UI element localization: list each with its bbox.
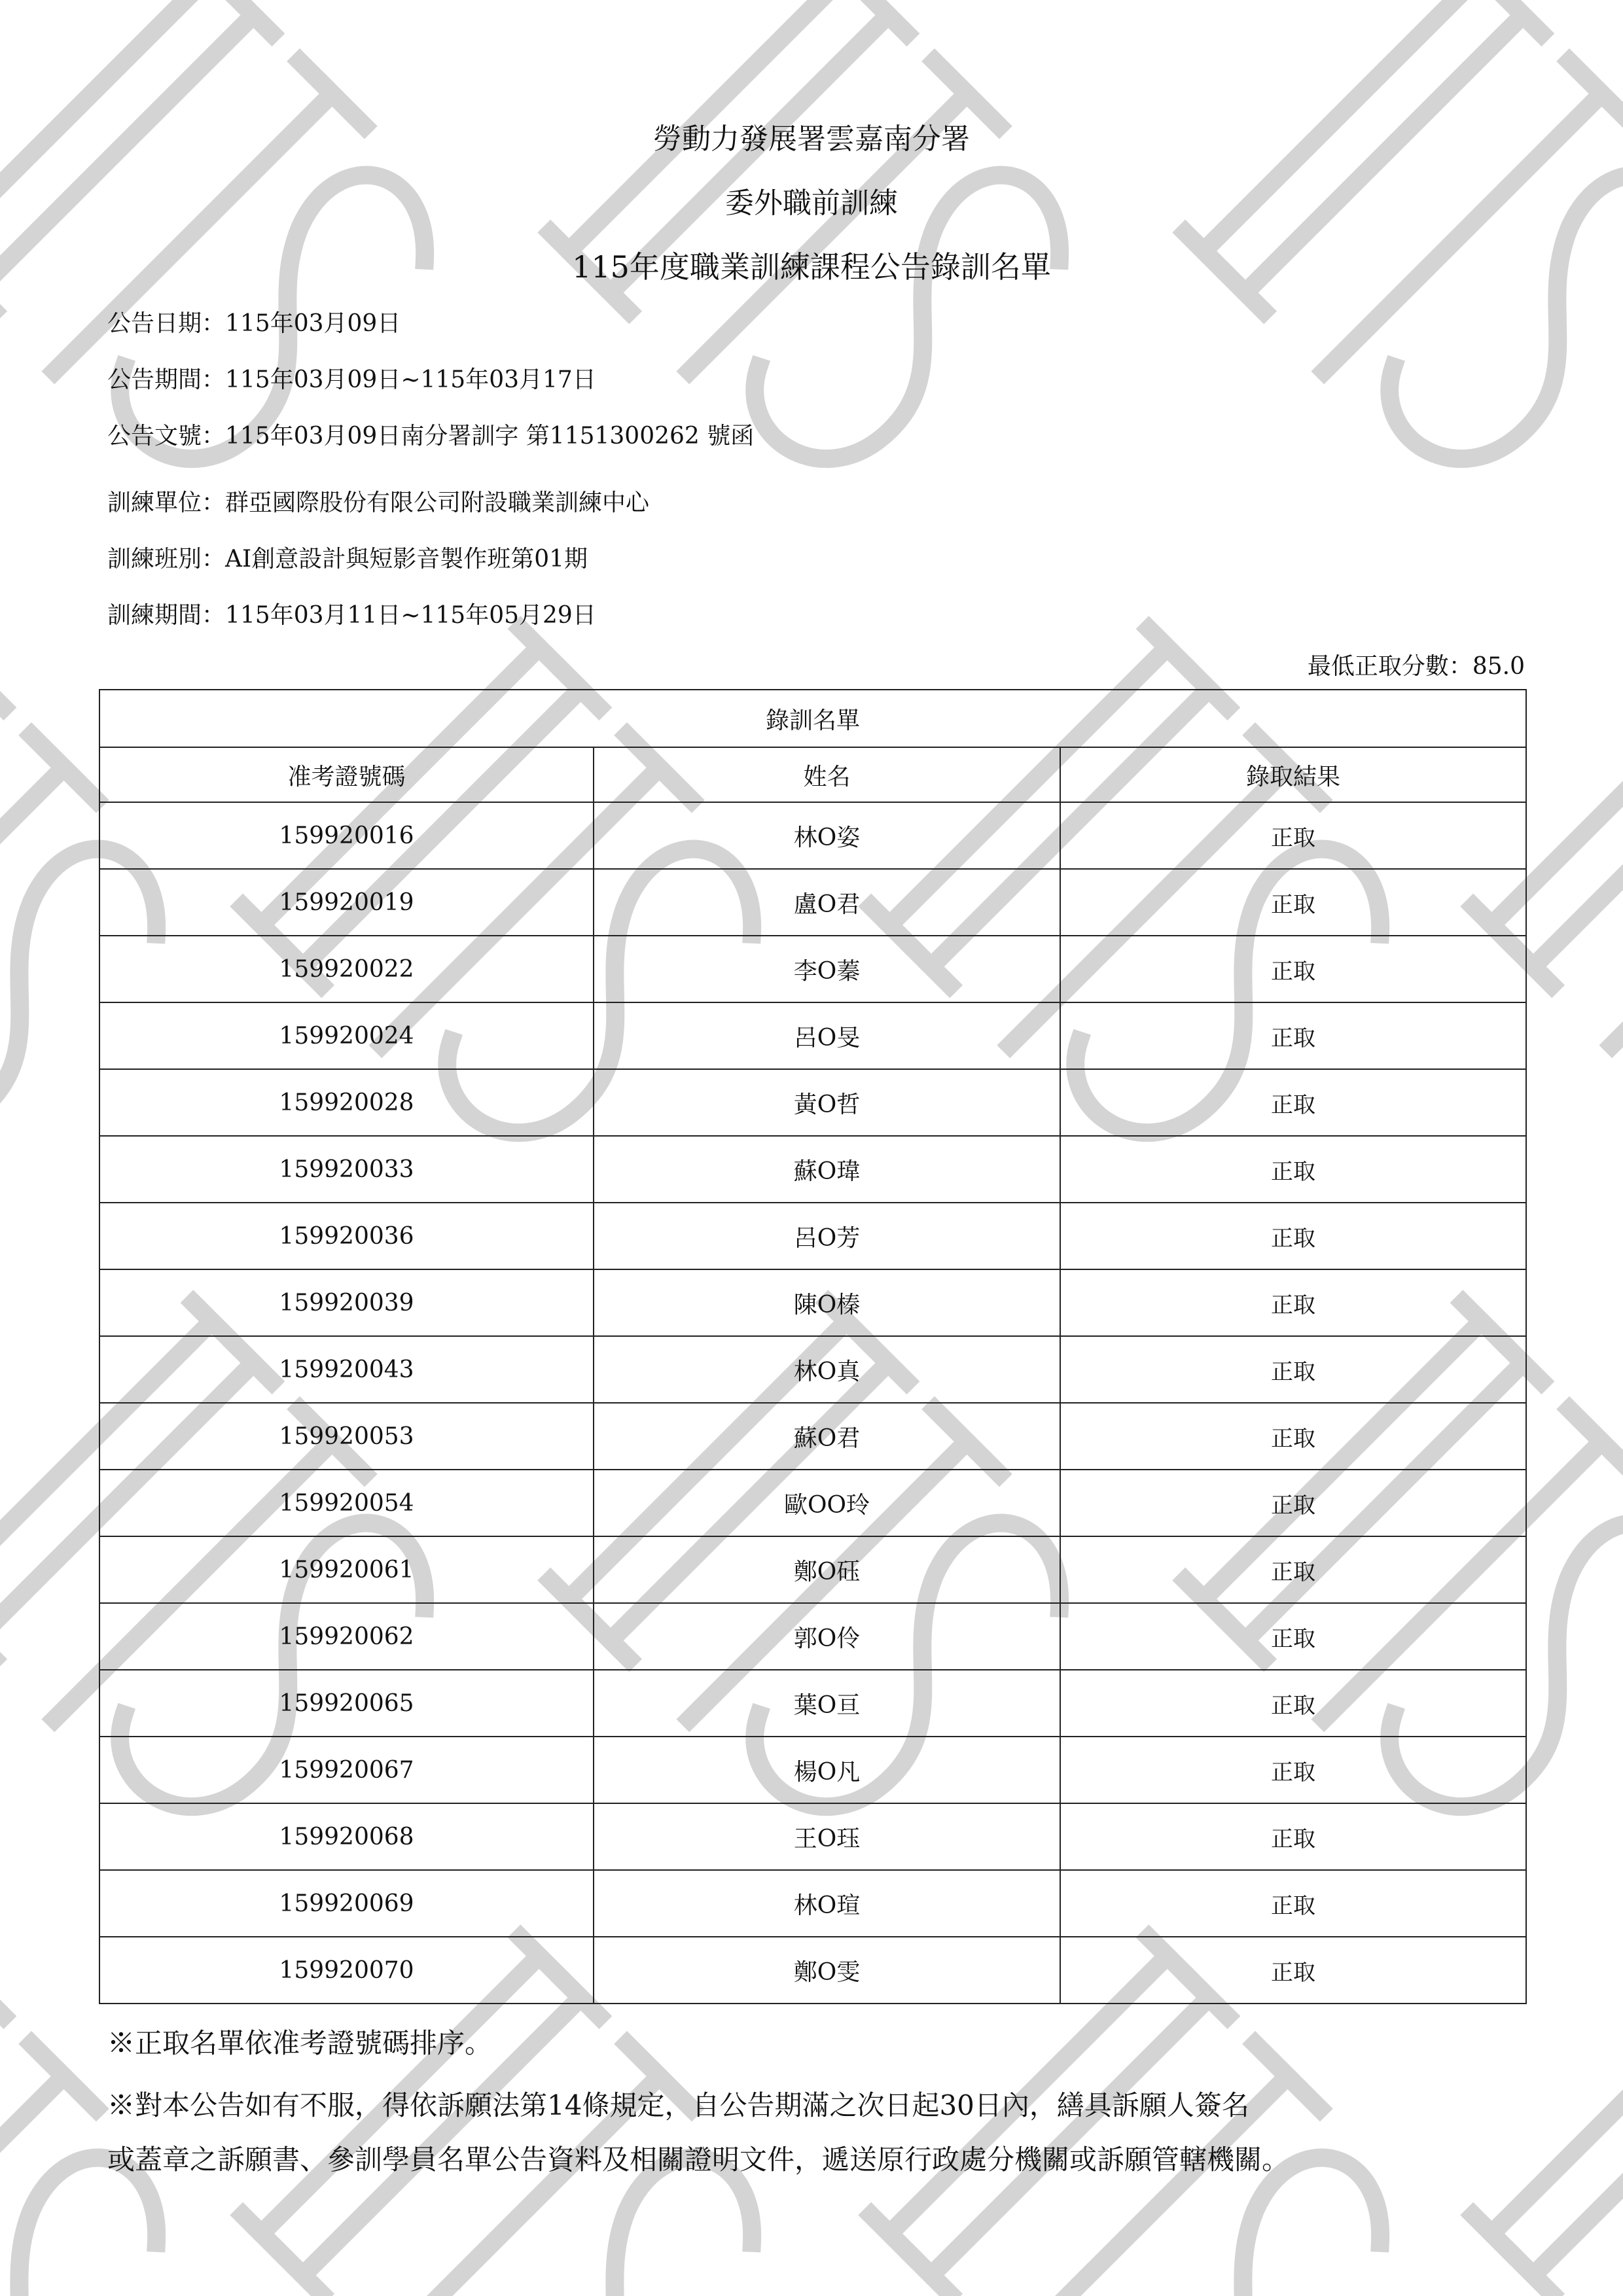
exam-id-cell: 159920065 bbox=[99, 1670, 594, 1737]
column-header-exam-id: 准考證號碼 bbox=[99, 747, 594, 802]
name-cell: 蘇O瑋 bbox=[594, 1136, 1060, 1203]
result-cell: 正取 bbox=[1060, 1937, 1526, 2004]
result-cell: 正取 bbox=[1060, 936, 1526, 1002]
name-cell: 林O姿 bbox=[594, 802, 1060, 869]
exam-id-cell: 159920033 bbox=[99, 1136, 594, 1203]
training-unit: 訓練單位：群亞國際股份有限公司附設職業訓練中心 bbox=[107, 489, 650, 516]
program-type: 委外職前訓練 bbox=[725, 186, 898, 220]
name-cell: 王O珏 bbox=[594, 1803, 1060, 1870]
exam-id-cell: 159920024 bbox=[99, 1002, 594, 1069]
result-cell: 正取 bbox=[1060, 869, 1526, 936]
table-row bbox=[99, 1536, 1526, 1603]
exam-id-cell: 159920067 bbox=[99, 1737, 594, 1803]
result-cell: 正取 bbox=[1060, 1269, 1526, 1336]
result-cell: 正取 bbox=[1060, 1136, 1526, 1203]
table-caption: 錄訓名單 bbox=[99, 690, 1526, 747]
exam-id-cell: 159920070 bbox=[99, 1937, 594, 2004]
result-cell: 正取 bbox=[1060, 1870, 1526, 1937]
table-row bbox=[99, 1737, 1526, 1803]
class-name: 訓練班別：AI創意設計與短影音製作班第01期 bbox=[107, 546, 588, 573]
result-cell: 正取 bbox=[1060, 1536, 1526, 1603]
table-row bbox=[99, 1269, 1526, 1336]
name-cell: 楊O凡 bbox=[594, 1737, 1060, 1803]
minimum-score: 最低正取分數：85.0 bbox=[1307, 653, 1525, 680]
exam-id-cell: 159920039 bbox=[99, 1269, 594, 1336]
table-row bbox=[99, 1803, 1526, 1870]
exam-id-cell: 159920069 bbox=[99, 1870, 594, 1937]
exam-id-cell: 159920028 bbox=[99, 1069, 594, 1136]
appeal-note-line-2: 或蓋章之訴願書、參訓學員名單公告資料及相關證明文件，遞送原行政處分機關或訴願管轄機關。 bbox=[107, 2144, 1290, 2176]
exam-id-cell: 159920062 bbox=[99, 1603, 594, 1670]
table-row bbox=[99, 1403, 1526, 1470]
exam-id-cell: 159920022 bbox=[99, 936, 594, 1002]
appeal-note-line-1: ※對本公告如有不服，得依訴願法第14條規定，自公告期滿之次日起30日內，繕具訴願人簽名 bbox=[107, 2089, 1249, 2121]
result-cell: 正取 bbox=[1060, 1002, 1526, 1069]
column-header-result: 錄取結果 bbox=[1060, 747, 1526, 802]
result-cell: 正取 bbox=[1060, 1069, 1526, 1136]
result-cell: 正取 bbox=[1060, 1670, 1526, 1737]
exam-id-cell: 159920043 bbox=[99, 1336, 594, 1403]
table-row bbox=[99, 802, 1526, 869]
announce-date: 公告日期：115年03月09日 bbox=[107, 310, 401, 337]
result-cell: 正取 bbox=[1060, 1203, 1526, 1269]
training-period: 訓練期間：115年03月11日~115年05月29日 bbox=[107, 602, 596, 629]
table-row bbox=[99, 1203, 1526, 1269]
table-row bbox=[99, 1670, 1526, 1737]
column-header-name: 姓名 bbox=[594, 747, 1060, 802]
name-cell: 黃O哲 bbox=[594, 1069, 1060, 1136]
name-cell: 歐OO玲 bbox=[594, 1470, 1060, 1536]
table-row bbox=[99, 1069, 1526, 1136]
name-cell: 葉O亘 bbox=[594, 1670, 1060, 1737]
result-cell: 正取 bbox=[1060, 1403, 1526, 1470]
exam-id-cell: 159920016 bbox=[99, 802, 594, 869]
name-cell: 呂O旻 bbox=[594, 1002, 1060, 1069]
table-row bbox=[99, 1002, 1526, 1069]
exam-id-cell: 159920054 bbox=[99, 1470, 594, 1536]
table-row bbox=[99, 1336, 1526, 1403]
exam-id-cell: 159920061 bbox=[99, 1536, 594, 1603]
name-cell: 蘇O君 bbox=[594, 1403, 1060, 1470]
name-cell: 呂O芳 bbox=[594, 1203, 1060, 1269]
table-body bbox=[99, 802, 1526, 2004]
name-cell: 郭O伶 bbox=[594, 1603, 1060, 1670]
exam-id-cell: 159920019 bbox=[99, 869, 594, 936]
table-row bbox=[99, 1470, 1526, 1536]
sort-note: ※正取名單依准考證號碼排序。 bbox=[107, 2027, 493, 2059]
document-title: 115年度職業訓練課程公告錄訓名單 bbox=[572, 249, 1051, 285]
name-cell: 鄭O雯 bbox=[594, 1937, 1060, 2004]
name-cell: 盧O君 bbox=[594, 869, 1060, 936]
exam-id-cell: 159920068 bbox=[99, 1803, 594, 1870]
name-cell: 陳O榛 bbox=[594, 1269, 1060, 1336]
table-row bbox=[99, 1937, 1526, 2004]
exam-id-cell: 159920053 bbox=[99, 1403, 594, 1470]
announce-period: 公告期間：115年03月09日~115年03月17日 bbox=[107, 366, 596, 393]
name-cell: 鄭O砡 bbox=[594, 1536, 1060, 1603]
table-row bbox=[99, 1603, 1526, 1670]
name-cell: 林O瑄 bbox=[594, 1870, 1060, 1937]
name-cell: 林O真 bbox=[594, 1336, 1060, 1403]
agency-name: 勞動力發展署雲嘉南分署 bbox=[653, 122, 970, 156]
admission-table bbox=[99, 689, 1527, 2004]
name-cell: 李O蓁 bbox=[594, 936, 1060, 1002]
result-cell: 正取 bbox=[1060, 1603, 1526, 1670]
table-row bbox=[99, 1870, 1526, 1937]
result-cell: 正取 bbox=[1060, 1470, 1526, 1536]
table-row bbox=[99, 869, 1526, 936]
result-cell: 正取 bbox=[1060, 1803, 1526, 1870]
document-number: 公告文號：115年03月09日南分署訓字 第1151300262 號函 bbox=[107, 423, 755, 450]
result-cell: 正取 bbox=[1060, 1737, 1526, 1803]
result-cell: 正取 bbox=[1060, 1336, 1526, 1403]
exam-id-cell: 159920036 bbox=[99, 1203, 594, 1269]
table-row bbox=[99, 936, 1526, 1002]
result-cell: 正取 bbox=[1060, 802, 1526, 869]
table-row bbox=[99, 1136, 1526, 1203]
